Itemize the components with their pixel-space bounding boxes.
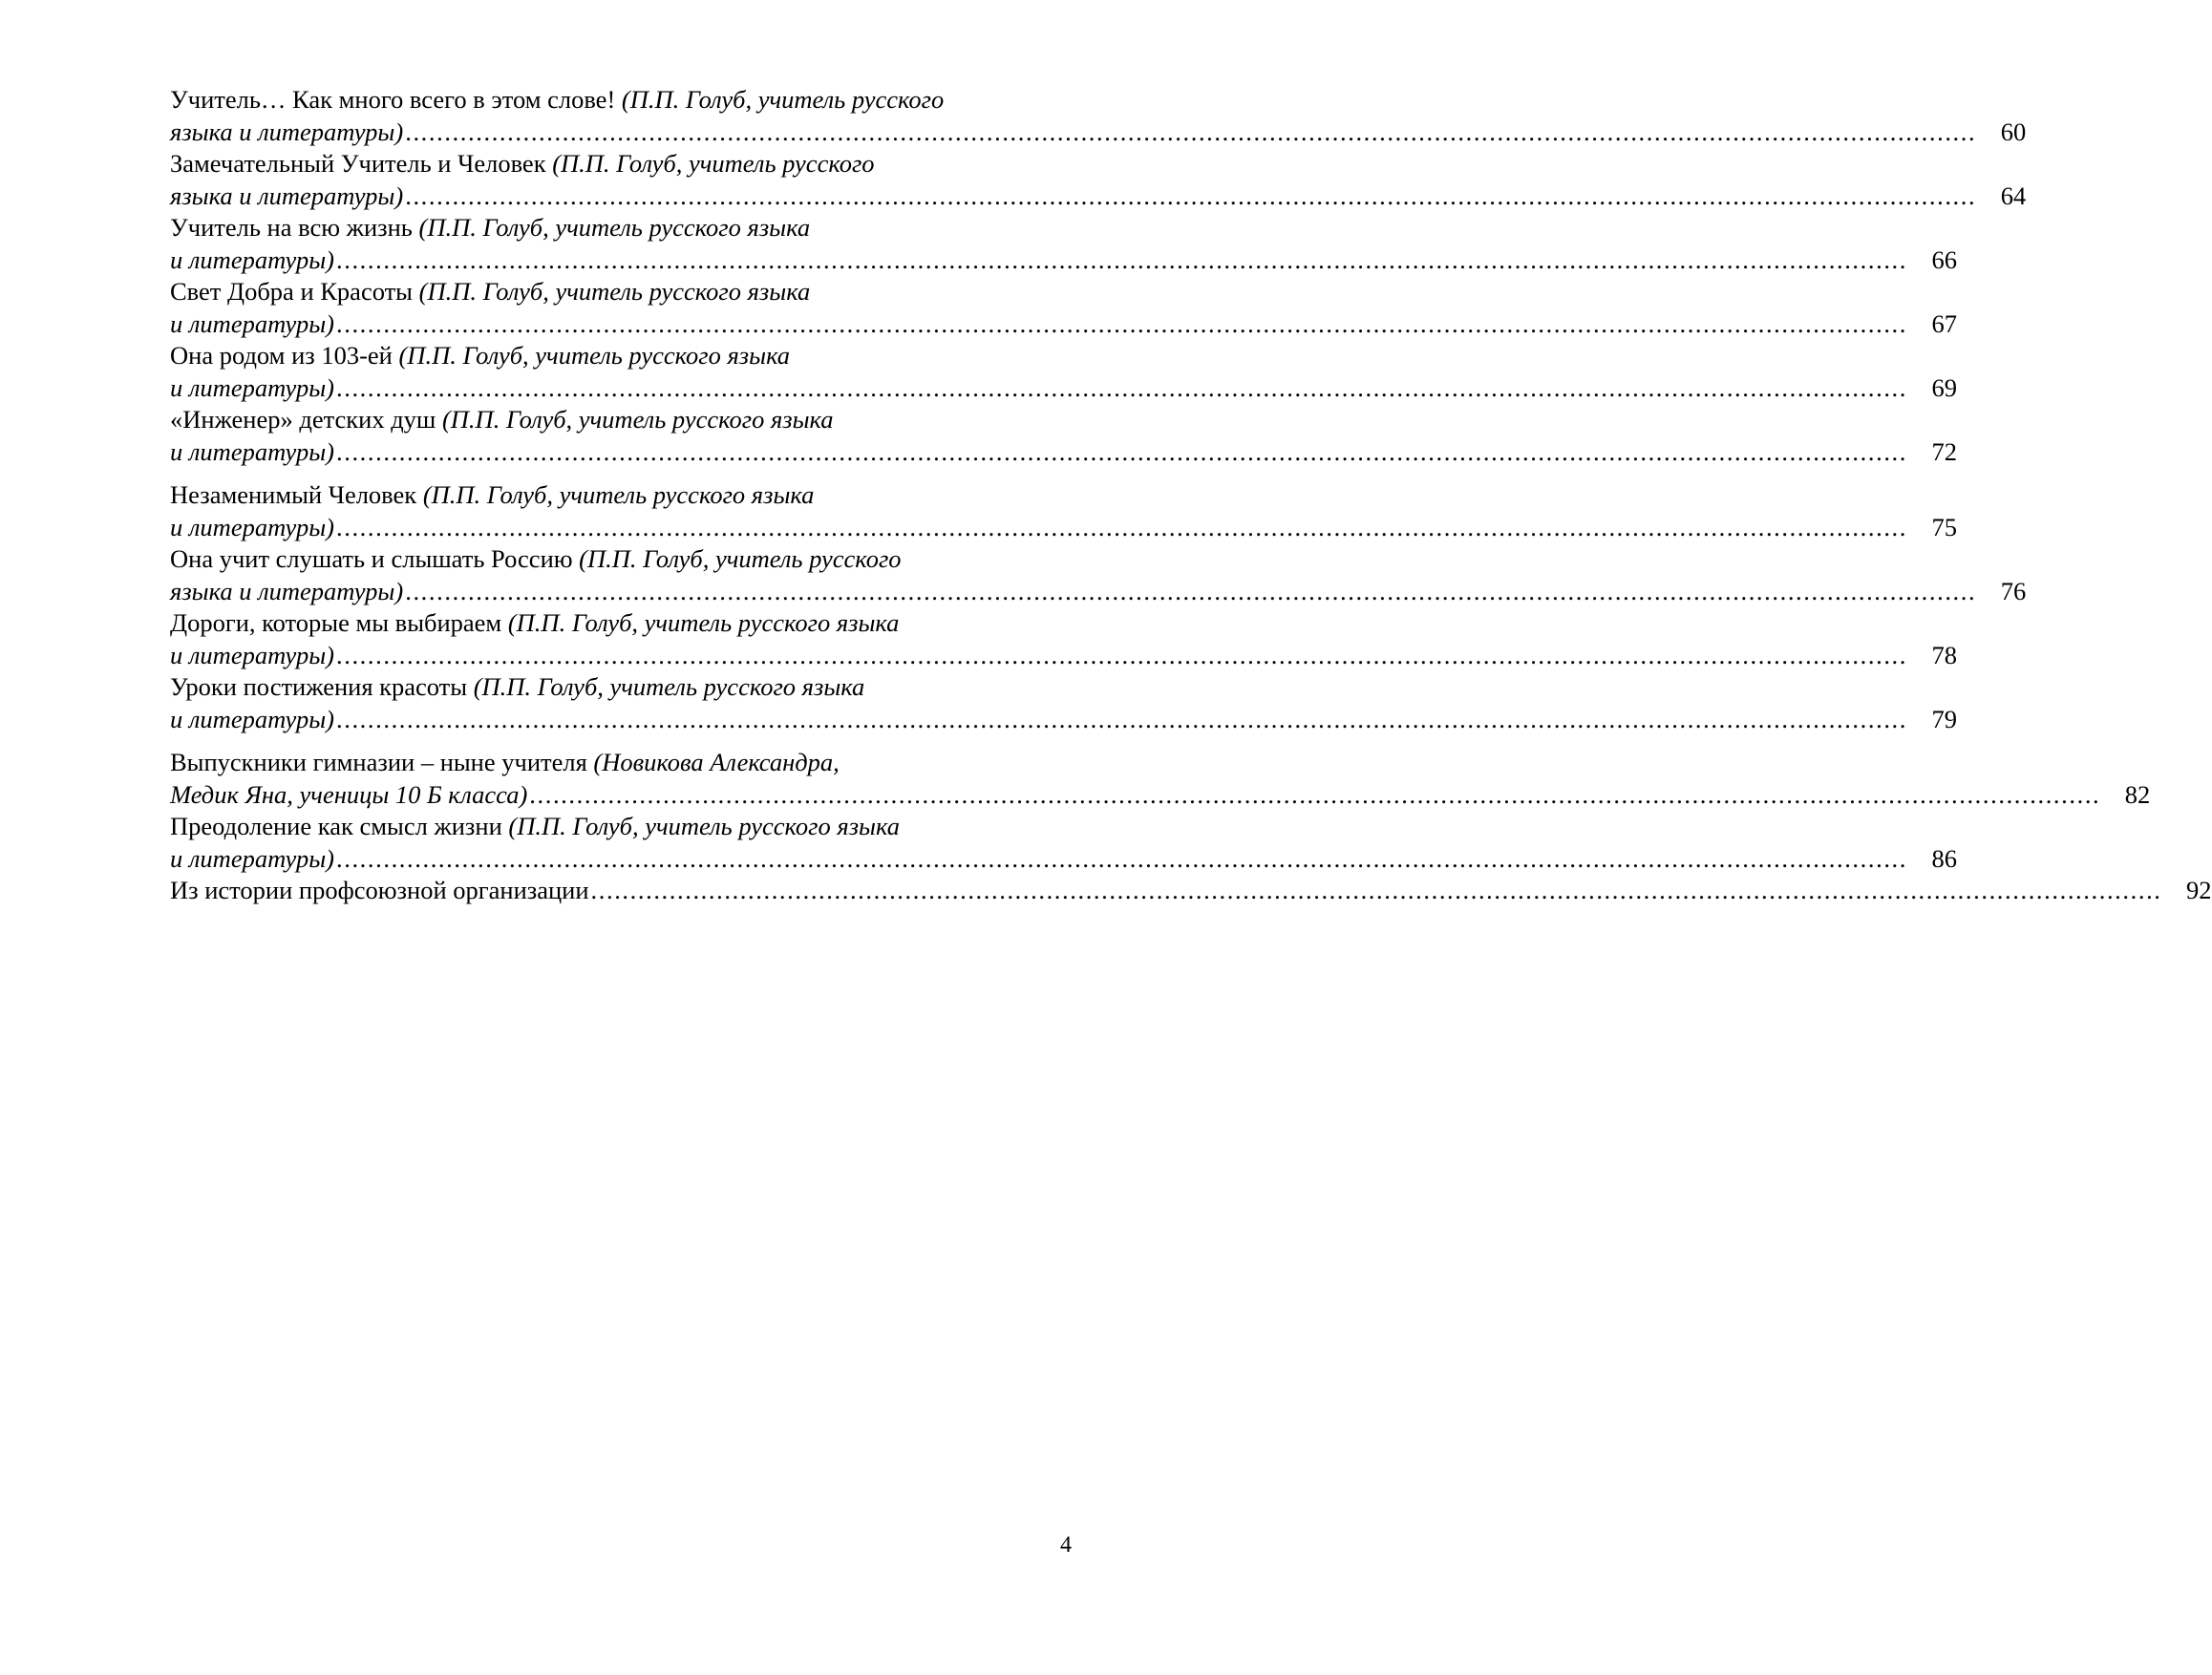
dot-leader: ........................................................................................................................................................................................................ [336, 436, 1907, 466]
toc-entry [170, 671, 1957, 735]
toc-entry-title: Из истории профсоюзной организации [170, 876, 589, 904]
toc-entry-author: (П.П. Голуб, учитель русского языка [422, 480, 815, 509]
toc-entry-title: Выпускники гимназии – ныне учителя [170, 748, 587, 776]
toc-entry-author-cont: языка и литературы) [170, 576, 404, 605]
dot-leader: ........................................................................................................................................................................................................ [336, 308, 1907, 338]
toc-entry [170, 875, 2212, 907]
toc-entry-page: 86 [1931, 843, 1957, 873]
toc-entry-title: Она родом из 103-ей [170, 341, 393, 370]
toc-entry-author: (П.П. Голуб, учитель русского языка [473, 672, 865, 701]
toc-entry-title: Замечательный Учитель и Человек [170, 149, 546, 178]
dot-leader: ........................................................................................................................................................................................................ [405, 180, 1977, 210]
toc-entry-author-cont: и литературы) [170, 843, 334, 873]
toc-entry-title: Уроки постижения красоты [170, 672, 468, 701]
toc-entry-author-cont: и литературы) [170, 244, 334, 274]
toc-entry-author: (Новикова Александра, [593, 748, 840, 776]
toc-entry-title: Незаменимый Человек [170, 480, 417, 509]
toc-entry-author: (П.П. Голуб, учитель русского языка [507, 608, 900, 637]
toc-entry-author-cont: языка и литературы) [170, 180, 404, 210]
toc-entry [170, 607, 1957, 671]
toc-entry-title: «Инженер» детских душ [170, 405, 436, 434]
toc-entry-author: (П.П. Голуб, учитель русского языка [508, 812, 900, 840]
toc-entry-author: (П.П. Голуб, учитель русского языка [441, 405, 834, 434]
toc-entry-author: (П.П. Голуб, учитель русского языка [398, 341, 791, 370]
toc-entry-title: Свет Добра и Красоты [170, 277, 413, 306]
toc-entry-title: Она учит слушать и слышать Россию [170, 544, 573, 573]
toc-entry-author: (П.П. Голуб, учитель русского [552, 149, 875, 178]
toc-entry-author-cont: языка и литературы) [170, 117, 404, 146]
toc-entry-title: Дороги, которые мы выбираем [170, 608, 502, 637]
dot-leader: ........................................................................................................................................................................................................ [336, 512, 1907, 541]
toc-entry-title: Преодоление как смысл жизни [170, 812, 502, 840]
toc-entry [170, 276, 1957, 340]
toc-entry-author-cont: и литературы) [170, 372, 334, 402]
toc-entry [170, 404, 1957, 468]
dot-leader: ........................................................................................................................................................................................................ [336, 244, 1907, 274]
toc-entry [170, 212, 1957, 276]
toc-entry-author-cont: и литературы) [170, 308, 334, 338]
dot-leader: ........................................................................................................................................................................................................ [336, 372, 1907, 402]
toc-entry-author-cont: и литературы) [170, 640, 334, 669]
toc-entry [170, 543, 2027, 607]
toc-entry-page: 69 [1931, 372, 1957, 402]
toc-entry [170, 747, 2151, 811]
toc-entry-page: 79 [1931, 704, 1957, 733]
dot-leader: ........................................................................................................................................................................................................ [405, 117, 1977, 146]
dot-leader: ........................................................................................................................................................................................................ [590, 876, 2162, 904]
toc-entry-author-cont: и литературы) [170, 512, 334, 541]
toc-entry-author: (П.П. Голуб, учитель русского языка [418, 277, 811, 306]
toc-entry-author: (П.П. Голуб, учитель русского [621, 85, 945, 114]
dot-leader: ........................................................................................................................................................................................................ [405, 576, 1977, 605]
toc-entry-page: 75 [1931, 512, 1957, 541]
table-of-contents [170, 84, 2212, 907]
toc-entry-title: Учитель на всю жизнь [170, 213, 413, 242]
toc-entry-author: (П.П. Голуб, учитель русского [579, 544, 902, 573]
toc-entry-title: Учитель… Как много всего в этом слове! [170, 85, 616, 114]
toc-entry [170, 479, 1957, 543]
toc-entry [170, 148, 2027, 212]
toc-entry-page: 76 [2000, 576, 2027, 605]
toc-entry-page: 67 [1931, 308, 1957, 338]
dot-leader: ........................................................................................................................................................................................................ [529, 779, 2101, 809]
dot-leader: ........................................................................................................................................................................................................ [336, 843, 1907, 873]
toc-entry-author-cont: Медик Яна, ученицы 10 Б класса) [170, 779, 528, 809]
toc-entry-page: 64 [2000, 180, 2027, 210]
toc-entry-page: 60 [2000, 117, 2027, 146]
toc-entry-page: 72 [1931, 436, 1957, 466]
toc-entry-author-cont: и литературы) [170, 704, 334, 733]
toc-entry [170, 84, 2027, 148]
toc-entry-page: 92 [2186, 876, 2212, 904]
toc-entry-page: 82 [2124, 779, 2151, 809]
toc-entry-page: 78 [1931, 640, 1957, 669]
toc-entry [170, 811, 1957, 875]
dot-leader: ........................................................................................................................................................................................................ [336, 640, 1907, 669]
dot-leader: ........................................................................................................................................................................................................ [336, 704, 1907, 733]
toc-entry-page: 66 [1931, 244, 1957, 274]
toc-entry-author: (П.П. Голуб, учитель русского языка [418, 213, 811, 242]
toc-entry-author-cont: и литературы) [170, 436, 334, 466]
page-number: 4 [1060, 1533, 1072, 1558]
toc-entry [170, 340, 1957, 404]
